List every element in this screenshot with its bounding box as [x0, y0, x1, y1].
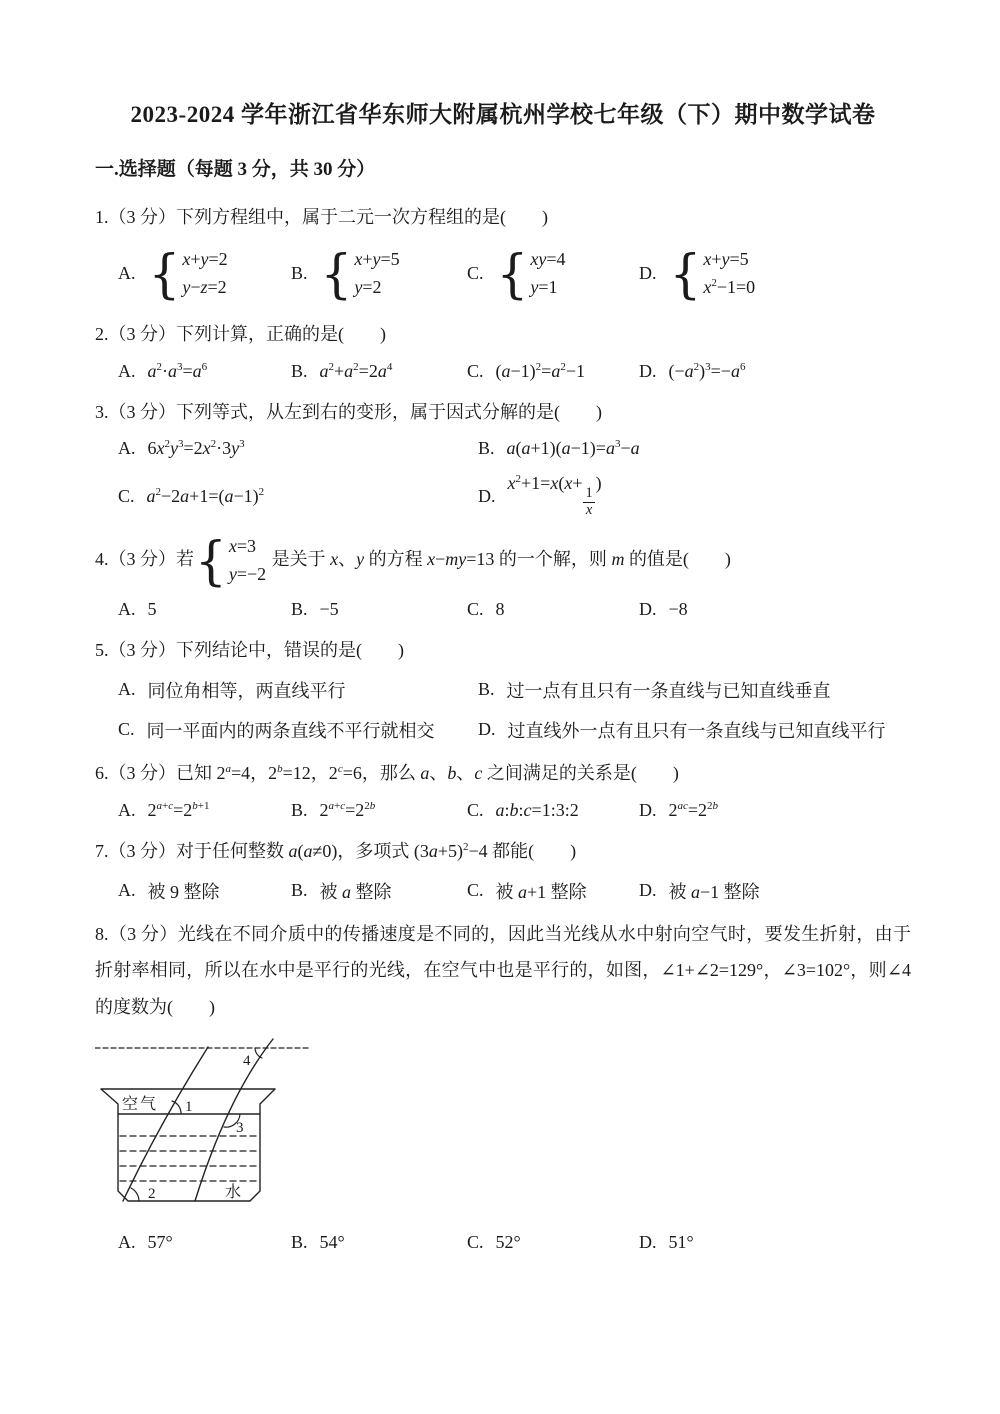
text-run: 被 a+1 整除 [495, 881, 587, 902]
system-line: x=3 [228, 536, 256, 557]
option-content [496, 878, 587, 904]
angle-1-arc [172, 1101, 181, 1114]
text-run: 被 9 整除 [147, 881, 220, 902]
option-content [508, 717, 886, 743]
option-content [507, 438, 640, 459]
question-4-option-B [291, 599, 467, 620]
question-5-option-D [478, 717, 911, 743]
option-label: D. [639, 799, 657, 820]
question-1-option-D [639, 244, 911, 304]
system-line: x+y=5 [703, 248, 749, 269]
question-8-options [95, 1232, 911, 1253]
system-lines [229, 533, 266, 589]
angle-2-arc [131, 1188, 139, 1201]
question-4-option-C [467, 599, 639, 620]
text-run: $(-a^2)^3=-a^6$ [668, 360, 746, 381]
question-1-options [95, 244, 911, 304]
question-8-option-D [639, 1232, 911, 1253]
option-label: D. [639, 263, 657, 284]
option-content [148, 677, 346, 703]
option-label: A. [118, 679, 136, 700]
text-run: 6.（3 分）已知 $2^a=4$，$2^b=12$，$2^c=6$，那么 a、b、c 之间满足的关系是( ) [95, 762, 679, 783]
text-run: 5 [147, 598, 157, 619]
angle-3-label: 3 [236, 1120, 244, 1137]
text-run: $a^2-2a+1=(a-1)^2$ [146, 485, 265, 506]
question-8-stem [95, 916, 911, 1027]
option-label: A. [118, 598, 136, 619]
option-label: A. [118, 880, 136, 900]
text-run: 8 [495, 598, 505, 619]
option-content [147, 486, 265, 507]
option-content [496, 599, 505, 620]
option-label: B. [478, 438, 495, 459]
text-run: 2.（3 分）下列计算，正确的是( ) [95, 323, 386, 344]
system-line: x+y=5 [354, 248, 400, 269]
text-run: $2^{a+c}=2^{2b}$ [319, 799, 376, 820]
water-label: 水 [225, 1184, 242, 1202]
equation-system [669, 243, 756, 304]
text-run: 3.（3 分）下列等式，从左到右的变形，属于因式分解的是( ) [95, 401, 602, 422]
text-run: $a^2\cdot a^3=a^6$ [147, 360, 208, 381]
text-run: −8 [668, 598, 688, 619]
option-content [669, 599, 688, 620]
question-6-stem [95, 755, 911, 792]
option-label: D. [478, 719, 496, 740]
question-2 [95, 316, 911, 382]
option-content [148, 244, 229, 304]
text-run: $2^{ac}=2^{2b}$ [668, 799, 719, 820]
option-label: B. [291, 598, 308, 619]
question-4-options [95, 599, 911, 620]
option-label: D. [639, 880, 657, 900]
system-lines [182, 246, 227, 302]
system-line: y=−2 [228, 563, 267, 584]
question-8-option-A [118, 1232, 291, 1253]
question-3-options [95, 438, 911, 519]
left-brace-glyph: { [320, 243, 353, 304]
option-label: A. [118, 799, 136, 820]
text-run: 同一平面内的两条直线不平行就相交 [146, 720, 435, 741]
question-8-option-B [291, 1232, 467, 1253]
option-content [669, 878, 760, 904]
question-7-option-D [639, 878, 911, 904]
question-6-option-A [118, 800, 291, 821]
question-8 [95, 916, 911, 1254]
option-content [320, 599, 339, 620]
option-label: D. [478, 485, 496, 506]
option-content [148, 361, 208, 382]
text-run: 8.（3 分）光线在不同介质中的传播速度是不同的，因此当光线从水中射向空气时，要发生折射，由于折射率相同，所以在水中是平行的光线，在空气中也是平行的，如图，∠1+∠2=129°，∠3=102°，则∠4 的度数为( ) [95, 923, 911, 1018]
question-1-option-B [291, 244, 467, 304]
option-content [320, 800, 376, 821]
option-content [496, 361, 585, 382]
question-4-option-A [118, 599, 291, 620]
question-1-option-A [118, 244, 291, 304]
option-label: B. [291, 360, 308, 381]
question-6-options [95, 800, 911, 821]
question-6 [95, 755, 911, 821]
system-lines [703, 246, 755, 302]
system-lines [530, 246, 565, 302]
option-content [148, 878, 220, 904]
question-5-stem [95, 632, 911, 669]
text-run: 5.（3 分）下列结论中，错误的是( ) [95, 639, 404, 660]
question-3-option-B [478, 438, 911, 459]
page-content [95, 96, 911, 1265]
question-8-option-C [467, 1232, 639, 1253]
text-run: $a^2+a^2=2a^4$ [319, 360, 393, 381]
option-content [669, 244, 757, 304]
system-line: xy=4 [530, 248, 566, 269]
option-label: C. [467, 1232, 484, 1253]
question-7-option-B [291, 878, 467, 904]
text-run: 57° [147, 1232, 173, 1253]
angle-2-label: 2 [148, 1186, 156, 1203]
option-label: B. [291, 263, 308, 284]
fraction: $\frac{1}{x}$ [585, 485, 593, 519]
text-run: 被 a 整除 [319, 881, 392, 902]
question-6-option-D [639, 800, 911, 821]
question-2-option-C [467, 361, 639, 382]
question-1 [95, 199, 911, 304]
text-run: 51° [668, 1232, 694, 1253]
question-3 [95, 394, 911, 519]
text-run: −5 [319, 598, 339, 619]
equation-system [195, 530, 267, 592]
text-run: 过一点有且只有一条直线与已知直线垂直 [506, 680, 831, 701]
question-5-option-B [478, 677, 911, 703]
question-4 [95, 531, 911, 620]
equation-system [148, 243, 228, 304]
text-run: 同位角相等，两直线平行 [147, 680, 346, 701]
question-5 [95, 632, 911, 743]
text-run: $x^2+1=x(x+$ $\frac{1}{x}$ ) [507, 473, 602, 519]
question-3-option-A [118, 438, 478, 459]
option-content [320, 878, 392, 904]
question-6-option-C [467, 800, 639, 821]
option-content [669, 361, 746, 382]
option-content [147, 717, 435, 743]
option-label: C. [467, 263, 484, 284]
left-brace-glyph: { [148, 243, 181, 304]
option-label: A. [118, 438, 136, 459]
system-line: x+y=2 [182, 248, 228, 269]
text-run: 4.（3 分）若 [95, 549, 194, 570]
option-content [496, 800, 579, 821]
question-3-option-C [118, 486, 478, 507]
text-run: a:b:c=1:3:2 [495, 799, 579, 820]
question-2-option-D [639, 361, 911, 382]
question-4-option-D [639, 599, 911, 620]
option-content [320, 361, 393, 382]
option-label: B. [478, 679, 495, 700]
light-ray-left [123, 1047, 208, 1201]
angle-1-label: 1 [185, 1099, 193, 1116]
system-line: y=1 [530, 276, 558, 297]
option-content [507, 677, 831, 703]
option-label: A. [118, 360, 136, 381]
section-header: 一.选择题（每题 3 分，共 30 分） [95, 159, 376, 180]
question-3-option-D [478, 473, 911, 519]
question-7-option-C [467, 878, 639, 904]
question-7-options [95, 878, 911, 904]
option-label: A. [118, 1232, 136, 1253]
option-label: B. [291, 1232, 308, 1253]
system-line: y−z=2 [182, 276, 227, 297]
question-2-stem [95, 316, 911, 353]
air-label: 空气 [122, 1096, 159, 1114]
water-dashed-lines [120, 1136, 258, 1181]
option-label: B. [291, 880, 308, 900]
text-run: 7.（3 分）对于任何整数 a(a≠0)，多项式 $(3a+5)^2-4$ 都能( ) [95, 840, 577, 861]
question-2-option-A [118, 361, 291, 382]
system-line: $x^2-1=0$ [703, 276, 756, 297]
question-7-stem [95, 833, 911, 870]
option-label: C. [467, 598, 484, 619]
option-label: C. [118, 719, 135, 740]
option-label: D. [639, 1232, 657, 1253]
equation-system [496, 243, 566, 304]
text-run: 54° [319, 1232, 345, 1253]
option-content [496, 244, 567, 304]
system-lines [354, 246, 399, 302]
text-run: $6x^2y^3=2x^2\cdot 3y^3$ [147, 438, 245, 459]
option-label: D. [639, 360, 657, 381]
question-6-option-B [291, 800, 467, 821]
option-content [148, 1232, 173, 1253]
question-list [95, 199, 911, 1253]
option-content [508, 473, 602, 519]
option-label: C. [118, 485, 135, 506]
question-2-options [95, 361, 911, 382]
option-label: C. [467, 880, 484, 900]
option-label: C. [467, 799, 484, 820]
question-7 [95, 833, 911, 904]
equation-system [320, 243, 400, 304]
question-5-option-A [118, 677, 478, 703]
option-content [320, 1232, 345, 1253]
text-run: $2^{a+c}=2^{b+1}$ [147, 799, 210, 820]
option-content [148, 438, 245, 459]
light-ray-right [195, 1039, 273, 1201]
option-label: D. [639, 598, 657, 619]
question-7-option-A [118, 878, 291, 904]
system-line: y=2 [354, 276, 382, 297]
question-2-option-B [291, 361, 467, 382]
left-brace-glyph: { [669, 243, 702, 304]
text-run: 是关于 x、y 的方程 x−my=13 的一个解，则 m 的值是( ) [267, 549, 731, 570]
question-5-options [95, 677, 911, 743]
option-label: B. [291, 799, 308, 820]
option-content [669, 1232, 694, 1253]
option-content [148, 599, 157, 620]
text-run: $a(a+1)(a-1)=a^3-a$ [506, 438, 640, 459]
text-run: 1.（3 分）下列方程组中，属于二元一次方程组的是( ) [95, 207, 548, 227]
question-4-stem [95, 531, 911, 591]
page-title: 2023-2024 学年浙江省华东师大附属杭州学校七年级（下）期中数学试卷 [130, 102, 876, 127]
option-content [669, 800, 719, 821]
option-content [148, 800, 210, 821]
question-1-stem [95, 199, 911, 236]
left-brace-glyph: { [496, 243, 529, 304]
question-5-option-C [118, 717, 478, 743]
question-3-stem [95, 394, 911, 431]
angle-4-label: 4 [243, 1053, 251, 1070]
question-8-figure [95, 1030, 911, 1222]
text-run: $(a-1)^2=a^2-1$ [495, 360, 585, 381]
option-content [496, 1232, 521, 1253]
refraction-figure [95, 1030, 314, 1222]
option-label: A. [118, 263, 136, 284]
left-brace-glyph: { [195, 530, 227, 592]
text-run: 过直线外一点有且只有一条直线与已知直线平行 [507, 720, 886, 741]
text-run: 52° [495, 1232, 521, 1253]
option-label: C. [467, 360, 484, 381]
question-1-option-C [467, 244, 639, 304]
option-content [320, 244, 401, 304]
text-run: 被 a−1 整除 [668, 881, 760, 902]
